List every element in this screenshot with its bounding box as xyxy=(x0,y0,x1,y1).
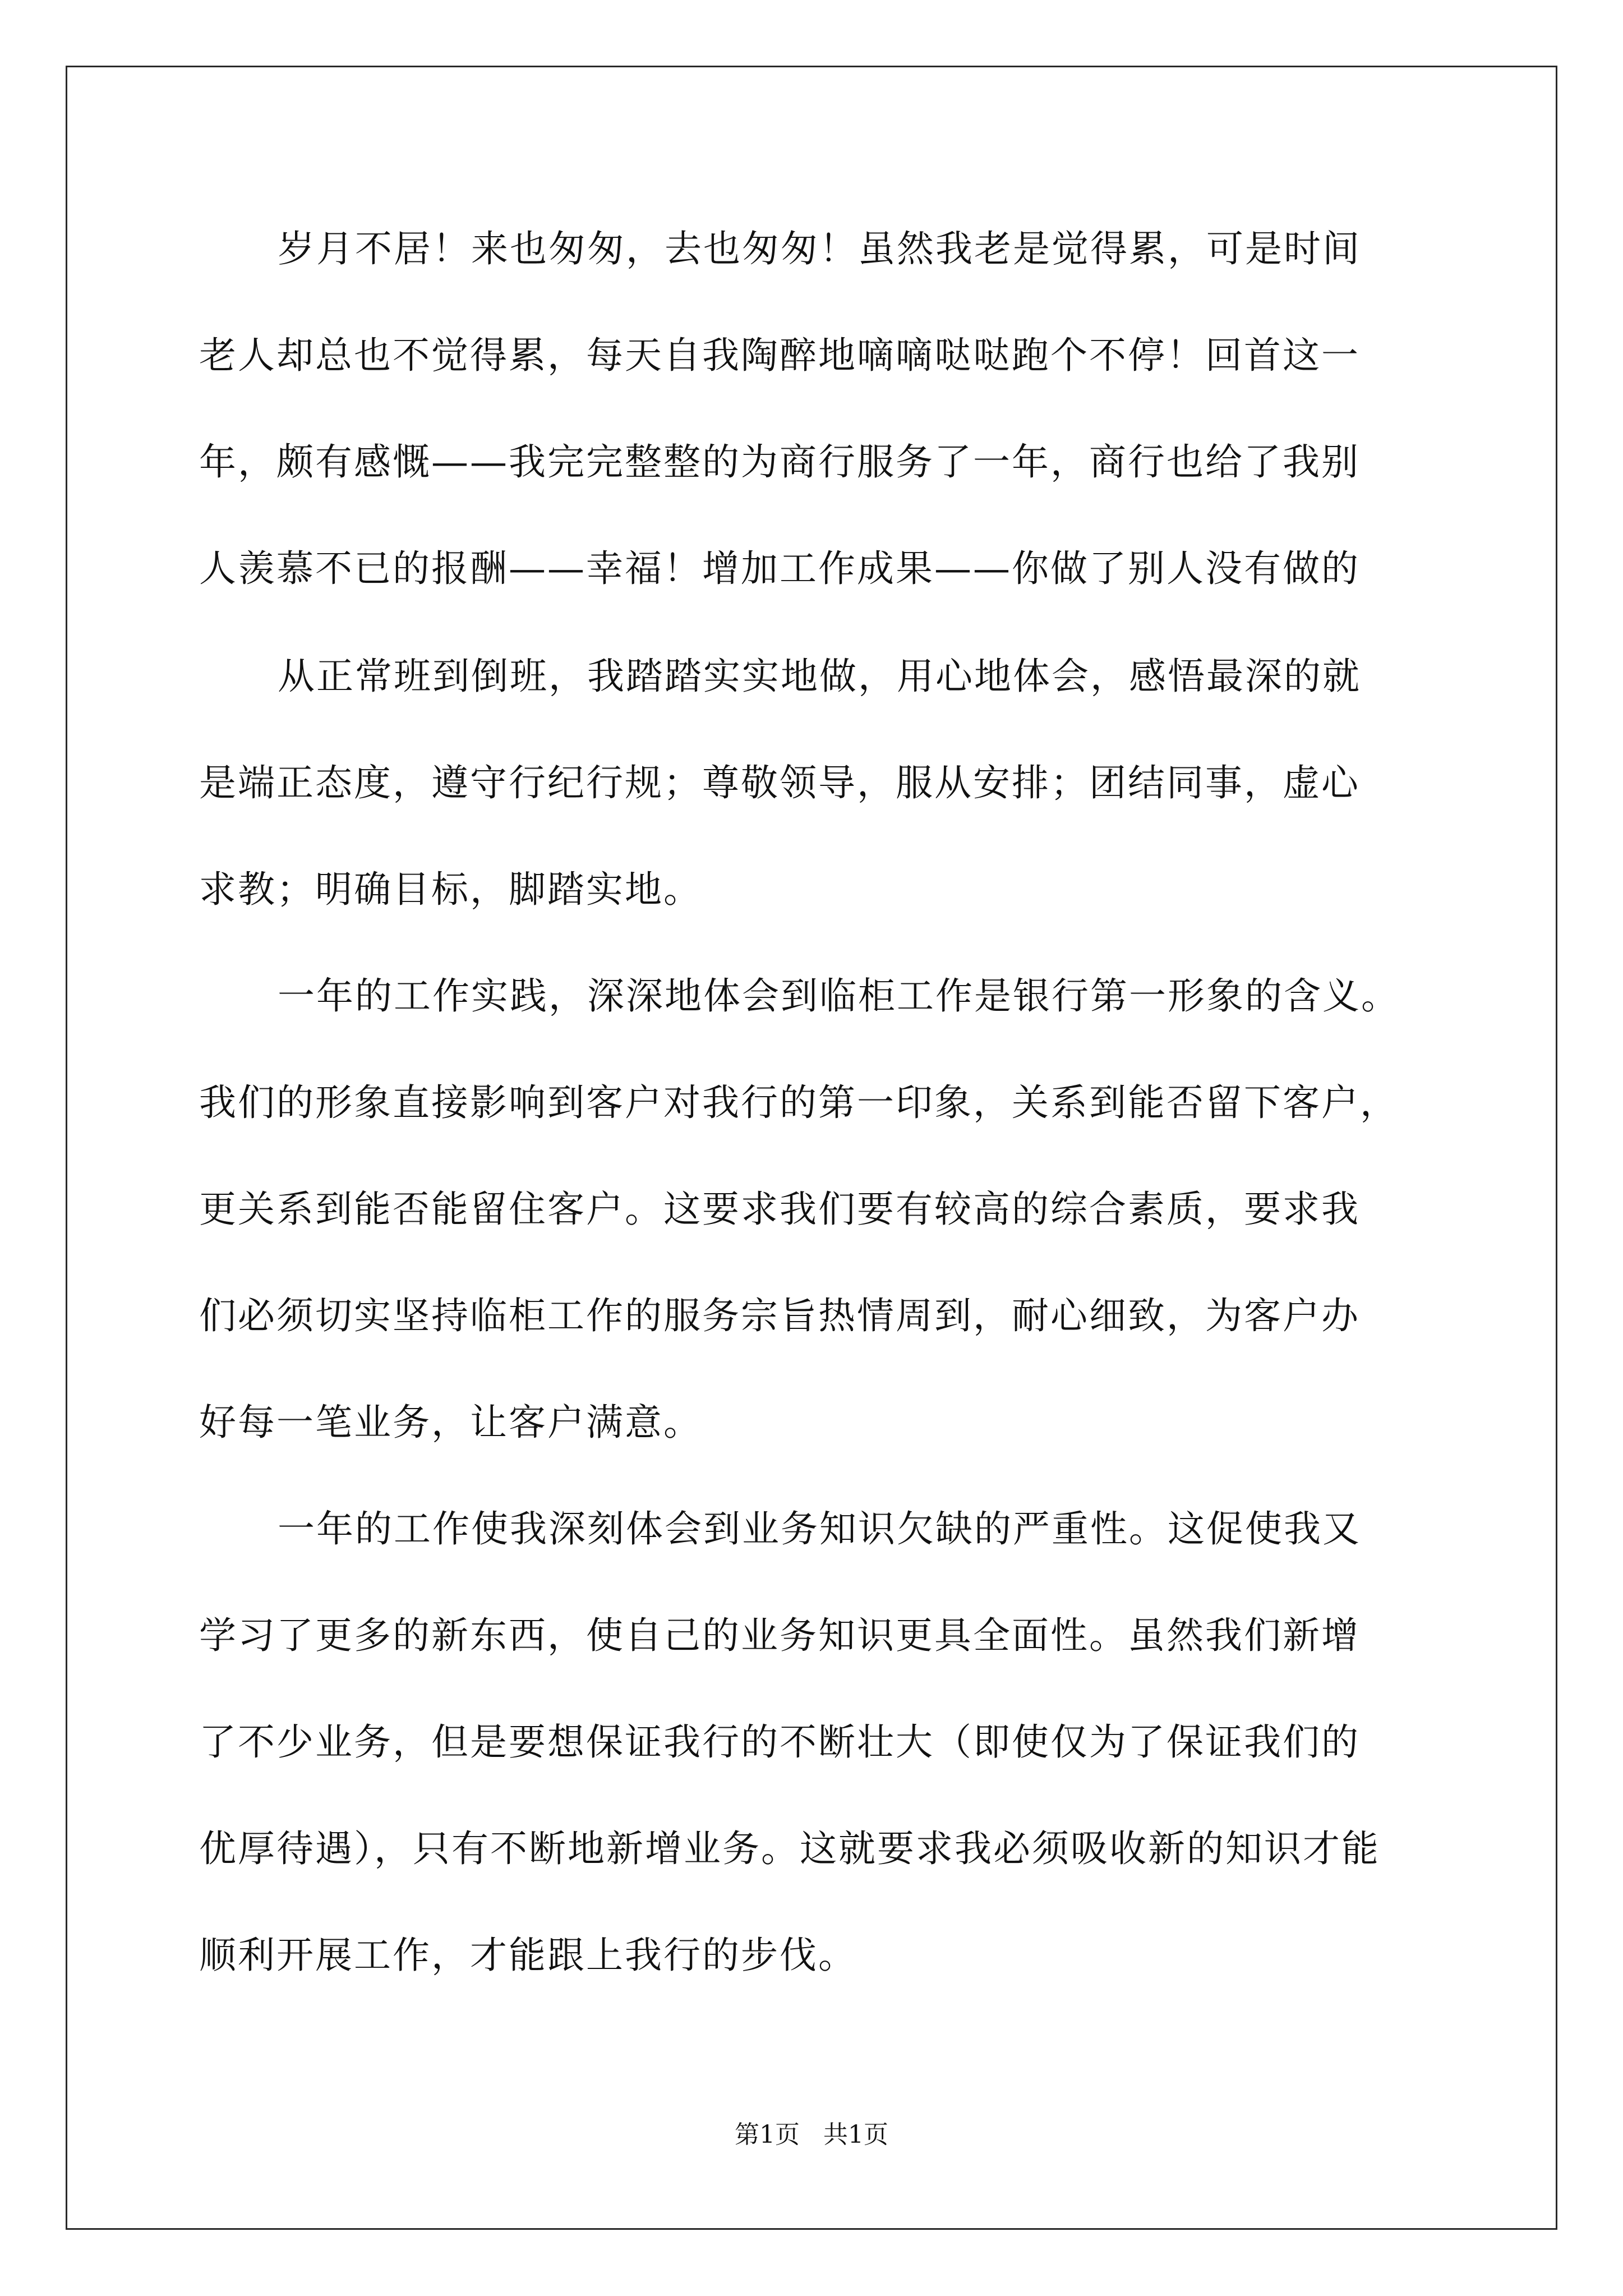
page-footer: 第1页 共1页 xyxy=(735,2120,888,2149)
paragraph-4-line-2: 学习了更多的新东西，使自己的业务知识更具全面性。虽然我们新增 xyxy=(199,1614,1360,1657)
paragraph-3-line-5: 好每一笔业务，让客户满意。 xyxy=(199,1401,702,1444)
paragraph-3-line-1: 一年的工作实践，深深地体会到临柜工作是银行第一形象的含义。 xyxy=(278,974,1400,1018)
paragraph-2-line-2: 是端正态度，遵守行纪行规；尊敬领导，服从安排；团结同事，虚心 xyxy=(199,761,1360,804)
paragraph-1-line-3: 年，颇有感慨——我完完整整的为商行服务了一年，商行也给了我别 xyxy=(199,440,1360,484)
paragraph-1-line-4: 人羡慕不已的报酬——幸福！增加工作成果——你做了别人没有做的 xyxy=(199,547,1360,590)
paragraph-4-line-4: 优厚待遇），只有不断地新增业务。这就要求我必须吸收新的知识才能 xyxy=(199,1827,1380,1870)
paragraph-1-line-2: 老人却总也不觉得累，每天自我陶醉地嘀嘀哒哒跑个不停！回首这一 xyxy=(199,334,1360,377)
paragraph-2-line-3: 求教；明确目标，脚踏实地。 xyxy=(199,868,702,911)
paragraph-2-line-1: 从正常班到倒班，我踏踏实实地做，用心地体会，感悟最深的就 xyxy=(278,655,1361,698)
page-border xyxy=(66,66,1557,2230)
paragraph-4-line-1: 一年的工作使我深刻体会到业务知识欠缺的严重性。这促使我又 xyxy=(278,1507,1361,1550)
paragraph-3-line-2: 我们的形象直接影响到客户对我行的第一印象，关系到能否留下客户， xyxy=(199,1081,1399,1124)
paragraph-4-line-3: 了不少业务，但是要想保证我行的不断壮大（即使仅为了保证我们的 xyxy=(199,1720,1360,1764)
paragraph-3-line-3: 更关系到能否能留住客户。这要求我们要有较高的综合素质，要求我 xyxy=(199,1188,1360,1231)
paragraph-1-line-1: 岁月不居！来也匆匆，去也匆匆！虽然我老是觉得累，可是时间 xyxy=(278,227,1361,270)
paragraph-4-line-5: 顺利开展工作，才能跟上我行的步伐。 xyxy=(199,1934,857,1977)
paragraph-3-line-4: 们必须切实坚持临柜工作的服务宗旨热情周到，耐心细致，为客户办 xyxy=(199,1294,1360,1337)
